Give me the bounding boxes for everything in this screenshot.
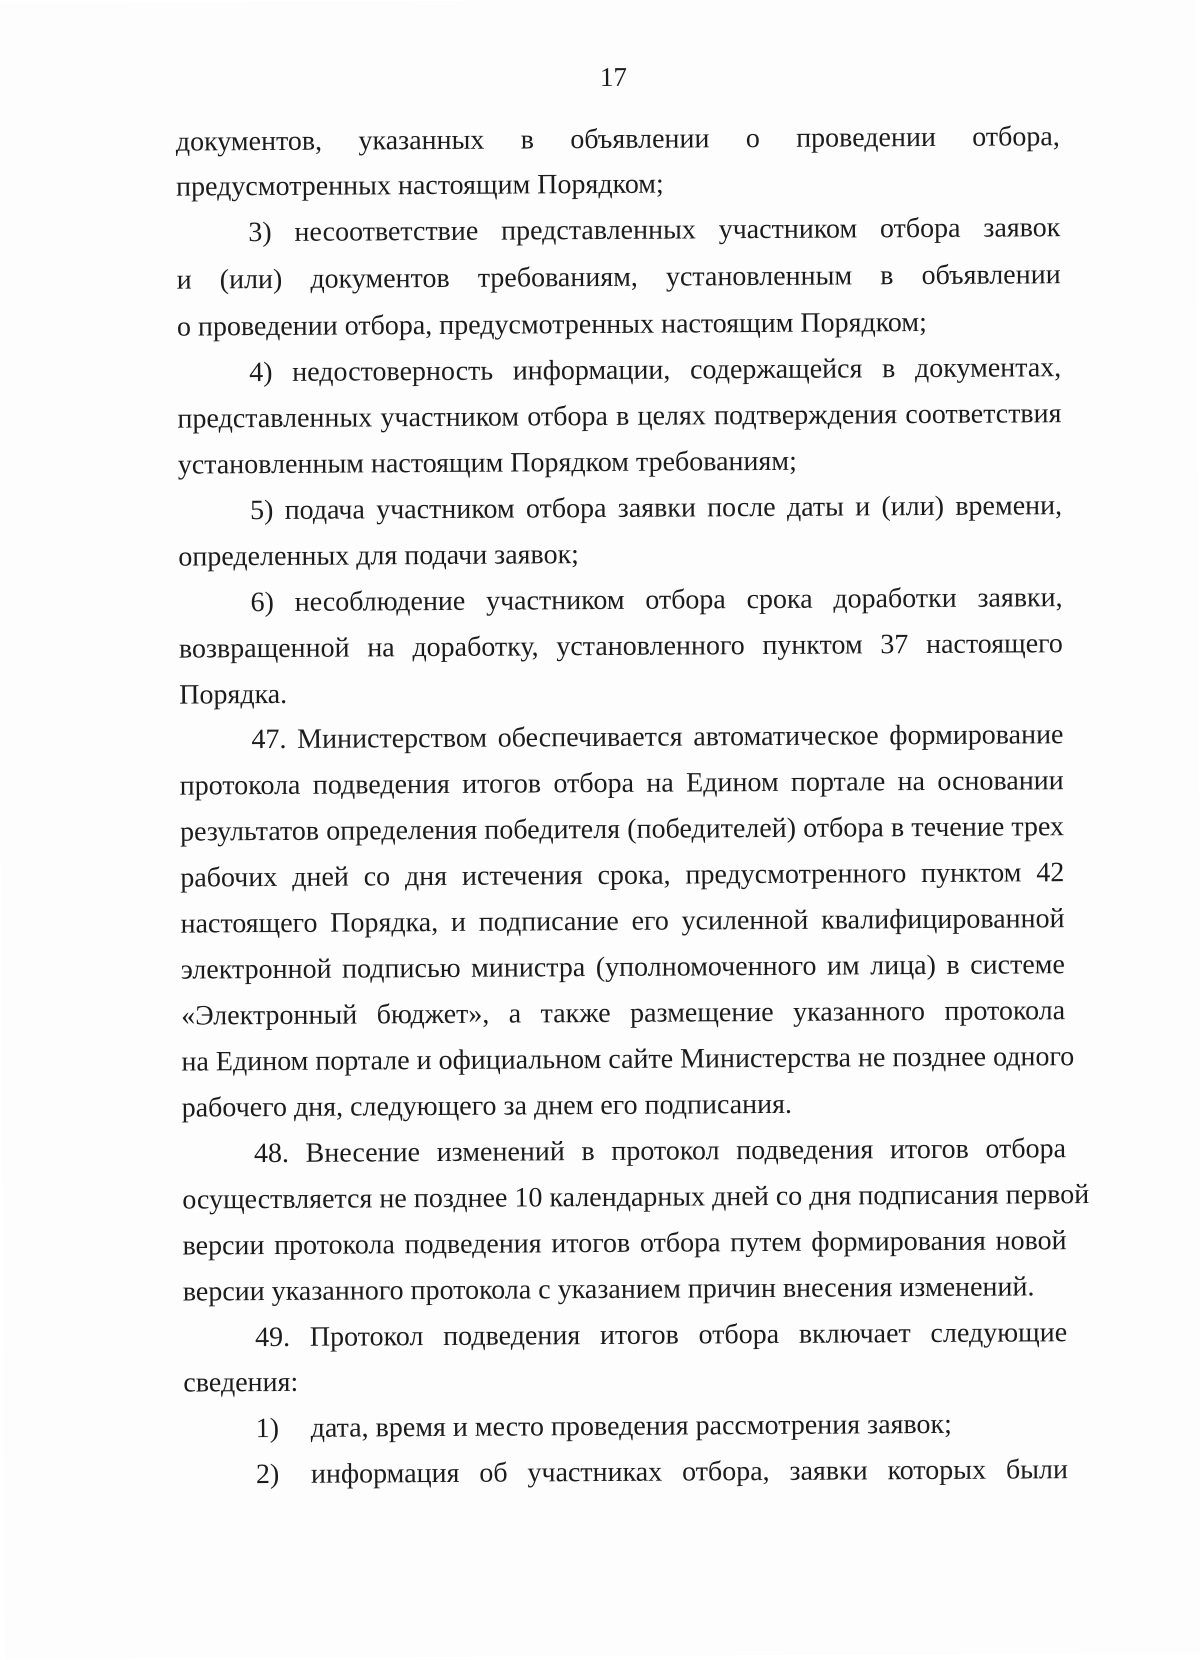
page-number: 17: [599, 61, 628, 92]
text-line: представленных участником отбора в целях подтверждения соответствия: [177, 398, 1062, 435]
text-line: о проведении отбора, предусмотренных настоящим Порядком;: [176, 306, 927, 343]
text-line: Порядка.: [179, 678, 288, 711]
list-item-text: информация об участниках отбора, заявки которых были: [310, 1454, 1069, 1490]
text-line: рабочего дня, следующего за днем его подписания.: [181, 1088, 793, 1124]
text-line: предусмотренных настоящим Порядком;: [175, 168, 664, 203]
list-number: 2): [255, 1458, 280, 1491]
text-line: протокола подведения итогов отбора на Едином портале на основании: [179, 765, 1064, 802]
text-line: 5) подача участником отбора заявки после даты и (или) времени,: [249, 490, 1063, 527]
text-line: рабочих дней со дня истечения срока, предусмотренного пунктом 42: [180, 857, 1065, 894]
text-line: версии протокола подведения итогов отбора путем формирования новой: [182, 1225, 1067, 1262]
list-number: 1): [255, 1412, 280, 1445]
text-line: возвращенной на доработку, установленного пунктом 37 настоящего: [178, 628, 1063, 665]
text-line: 49. Протокол подведения итогов отбора включает следующие: [255, 1317, 1068, 1354]
text-line: документов, указанных в объявлении о проведении отбора,: [175, 121, 1060, 158]
text-line: сведения:: [183, 1366, 299, 1399]
text-line: версии указанного протокола с указанием причин внесения изменений.: [182, 1271, 1035, 1308]
text-line: настоящего Порядка, и подписание его усиленной квалифицированной: [180, 903, 1065, 940]
text-line: установленным настоящим Порядком требованиям;: [177, 445, 797, 481]
text-line: 4) недостоверность информации, содержащейся в документах,: [249, 352, 1062, 389]
text-line: определенных для подачи заявок;: [178, 539, 580, 573]
text-line: осуществляется не позднее 10 календарных дней со дня подписания первой: [182, 1179, 1090, 1216]
text-line: 48. Внесение изменений в протокол подведения итогов отбора: [253, 1133, 1067, 1170]
text-line: результатов определения победителя (победителей) отбора в течение трех: [179, 811, 1065, 848]
text-line: «Электронный бюджет», а также размещение указанного протокола: [181, 995, 1066, 1032]
text-line: 47. Министерством обеспечивается автоматическое формирование: [251, 719, 1064, 756]
text-line: на Едином портале и официальном сайте Министерства не позднее одного: [181, 1041, 1075, 1078]
text-line: 3) несоответствие представленных участником отбора заявок: [248, 212, 1061, 249]
list-item-text: дата, время и место проведения рассмотрения заявок;: [310, 1408, 952, 1444]
text-line: 6) несоблюдение участником отбора срока доработки заявки,: [250, 582, 1063, 619]
text-line: и (или) документов требованиям, установленным в объявлении: [176, 259, 1061, 296]
text-line: электронной подписью министра (уполномоченного им лица) в системе: [180, 949, 1065, 986]
